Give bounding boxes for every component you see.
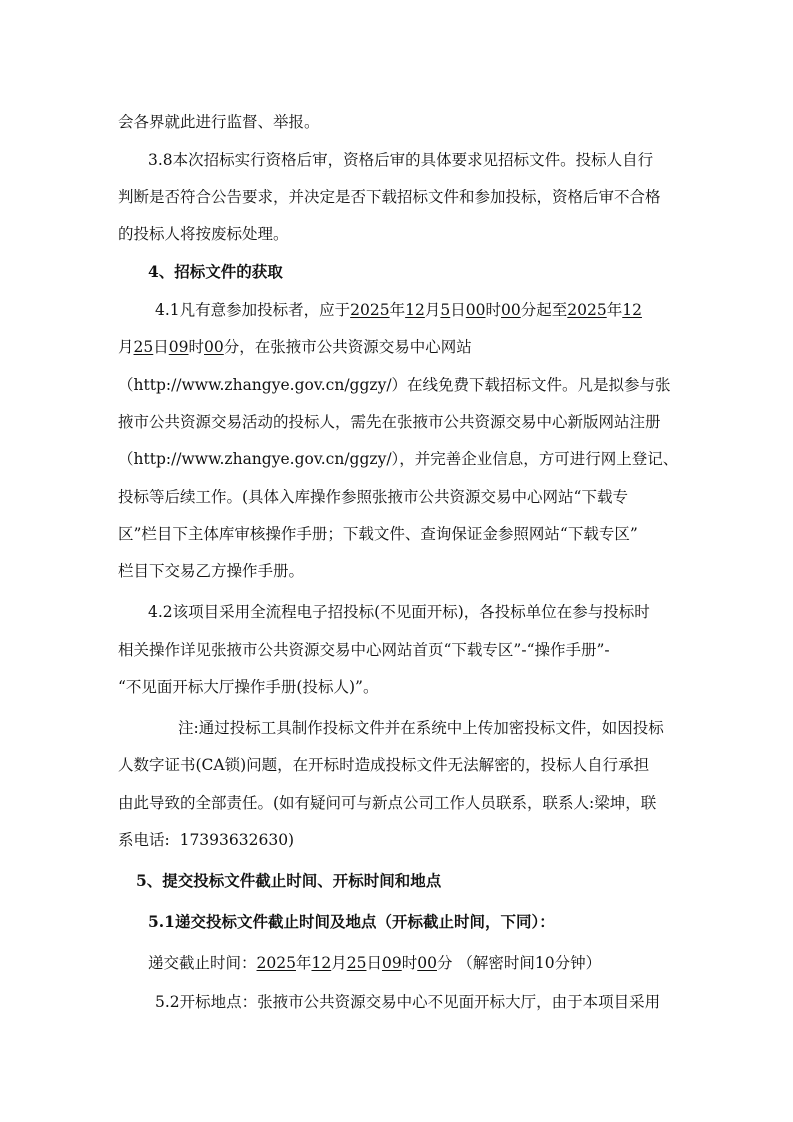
paragraph-4-1-line-7: 区”栏目下主体库审核操作手册；下载文件、查询保证金参照网站“下载专区” — [118, 525, 638, 543]
start-month: 12 — [405, 301, 425, 319]
note-line-1: 注:通过投标工具制作投标文件并在系统中上传加密投标文件，如因投标 — [178, 719, 664, 737]
section-4-heading: 4、招标文件的获取 — [148, 262, 283, 281]
paragraph-4-1-line-1: 4.1凡有意参加投标者，应于2025年12月5日00时00分起至2025年12 — [155, 301, 642, 319]
start-day: 5 — [440, 301, 451, 319]
section-5-heading: 5、提交投标文件截止时间、开标时间和地点 — [136, 871, 442, 890]
end-day: 25 — [133, 338, 154, 356]
deadline-hour: 09 — [381, 954, 402, 972]
paragraph-4-1-line-8: 栏目下交易乙方操作手册。 — [118, 562, 305, 580]
end-minute: 00 — [204, 338, 224, 356]
paragraph-4-1-line-4: 掖市公共资源交易活动的投标人，需先在张掖市公共资源交易中心新版网站注册 — [118, 413, 661, 431]
end-year: 2025 — [567, 301, 607, 319]
deadline-year: 2025 — [256, 954, 296, 972]
end-hour: 09 — [168, 338, 189, 356]
start-minute: 00 — [501, 301, 521, 319]
deadline-line: 递交截止时间：2025年12月25日09时00分 （解密时间10分钟） — [148, 954, 602, 972]
paragraph-5-2-line-1: 5.2开标地点：张掖市公共资源交易中心不见面开标大厅，由于本项目采用 — [155, 993, 661, 1011]
paragraph-4-2-line-1: 4.2该项目采用全流程电子招投标(不见面开标)，各投标单位在参与投标时 — [148, 603, 650, 621]
paragraph-3-7-tail: 会各界就此进行监督、举报。 — [118, 113, 320, 131]
paragraph-3-8-line-2: 判断是否符合公告要求，并决定是否下载招标文件和参加投标，资格后审不合格 — [118, 188, 661, 206]
note-line-2: 人数字证书(CA锁)问题，在开标时造成投标文件无法解密的，投标人自行承担 — [118, 756, 650, 774]
paragraph-4-1-line-5: （http://www.zhangye.gov.cn/ggzy/），并完善企业信息，方可进行网上登记、 — [118, 450, 679, 468]
start-year: 2025 — [350, 301, 390, 319]
paragraph-4-1-line-2: 月25日09时00分，在张掖市公共资源交易中心网站 — [118, 338, 472, 356]
note-line-3: 由此导致的全部责任。(如有疑问可与新点公司工作人员联系，联系人:梁坤，联 — [118, 794, 657, 812]
paragraph-4-2-line-2: 相关操作详见张掖市公共资源交易中心网站首页“下载专区”-“操作手册”- — [118, 641, 610, 659]
paragraph-4-2-line-3: “不见面开标大厅操作手册(投标人)”。 — [118, 678, 379, 696]
deadline-month: 12 — [311, 954, 332, 972]
paragraph-3-8-line-3: 的投标人将按废标处理。 — [118, 225, 289, 243]
paragraph-4-1-line-6: 投标等后续工作。(具体入库操作参照张掖市公共资源交易中心网站“下载专 — [118, 488, 628, 506]
deadline-day: 25 — [346, 954, 367, 972]
start-hour: 00 — [465, 301, 486, 319]
subsection-5-1-heading: 5.1递交投标文件截止时间及地点（开标截止时间，下同）： — [148, 912, 555, 931]
end-month: 12 — [622, 301, 642, 319]
deadline-minute: 00 — [417, 954, 437, 972]
note-line-4: 系电话: 17393632630) — [118, 831, 295, 849]
paragraph-3-8-line-1: 3.8本次招标实行资格后审，资格后审的具体要求见招标文件。投标人自行 — [148, 151, 654, 169]
paragraph-4-1-line-3: （http://www.zhangye.gov.cn/ggzy/）在线免费下载招标文件。凡是拟参与张 — [118, 376, 671, 394]
